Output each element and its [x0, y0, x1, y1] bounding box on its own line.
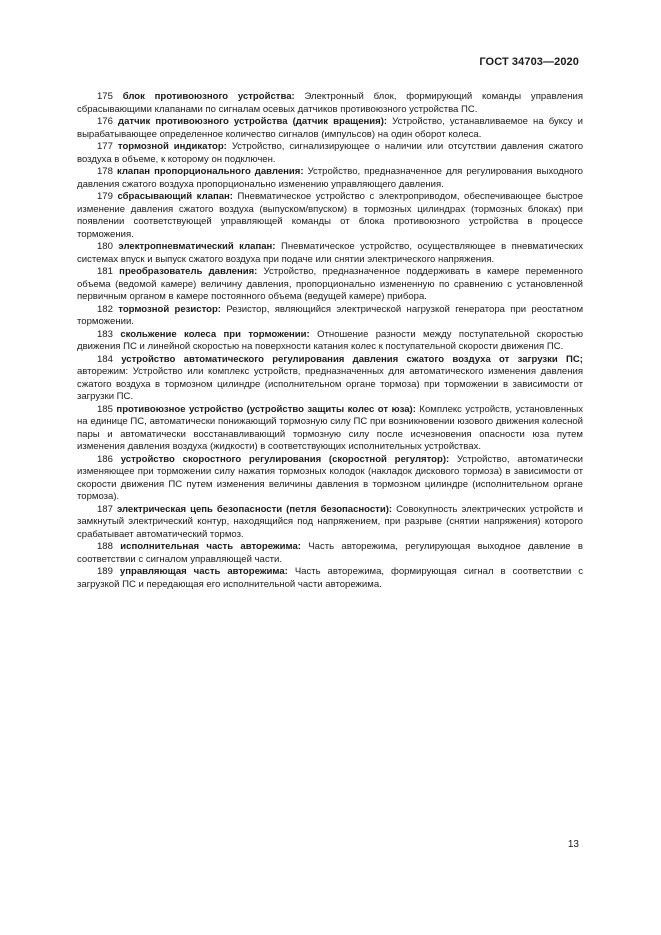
term-entry — [77, 566, 583, 591]
term-definition: Электронный блок, формирующий команды управления сбрасывающими клапанами по сигналам осевых датчиков противоюзного устройства ПС. — [77, 91, 583, 115]
term-definition: Устройство, автоматически изменяющее при торможении силу нажатия тормозных колодок (накладок дискового тормоза) в зависимости от скорости движения ПС путем изменения величины давления в тормозном цилиндре (исполнительном органе тормоза). — [77, 453, 584, 502]
term-name: тормозной резистор: — [118, 303, 221, 315]
entry-number: 176 — [97, 116, 113, 127]
entry-number: 180 — [97, 241, 113, 252]
term-name: преобразователь давления: — [119, 266, 258, 277]
term-name: исполнительная часть авторежима: — [120, 541, 301, 552]
term-name: датчик противоюзного устройства (датчик вращения): — [118, 116, 388, 127]
entry-number: 188 — [97, 541, 113, 552]
document-header — [479, 56, 579, 68]
term-entry — [77, 541, 583, 566]
term-entry — [77, 166, 583, 191]
term-definition: Устройство, сигнализирующее о наличии или отсутствии давления сжатого воздуха в объеме, к которому он подключен. — [77, 141, 584, 165]
term-definition: Устройство, предназначенное для регулирования выходного давления сжатого воздуха пропорционально изменению управляющего давления. — [77, 166, 583, 190]
entry-number: 179 — [97, 191, 113, 202]
terms-list — [77, 91, 583, 591]
entry-number: 181 — [97, 266, 113, 277]
term-name: устройство автоматического регулирования давления сжатого воздуха от загрузки ПС; — [121, 353, 583, 365]
term-entry — [77, 91, 583, 116]
page-number: 13 — [567, 839, 579, 850]
entry-number: 187 — [97, 503, 113, 515]
entry-number: 182 — [97, 303, 113, 315]
term-definition: Отношение разности между поступательной скоростью движения ПС и линейной скоростью на поверхности катания колес к поступательной скорости движения ПС. — [77, 328, 584, 352]
term-entry — [77, 266, 583, 304]
term-definition: Пневматическое устройство, осуществляющее в пневматических системах впуск и выпуск сжатого воздуха при подаче или снятии электрического напряжения. — [77, 241, 584, 265]
entry-number: 186 — [97, 453, 113, 465]
term-definition: Совокупность электрических устройств и замкнутый электрический контур, находящийся под напряжением, при разрыве (снятии напряжения) которого срабатывает автоматический тормоз. — [77, 503, 584, 540]
entry-number: 185 — [97, 403, 113, 415]
entry-number: 177 — [97, 141, 113, 152]
entry-number: 189 — [97, 566, 113, 577]
term-definition: Часть авторежима, формирующая сигнал в соответствии с загрузкой ПС и передающая его исполнительной части авторежима. — [77, 566, 584, 590]
entry-number: 178 — [97, 166, 113, 177]
term-definition: Комплекс устройств, установленных на единице ПС, автоматически понижающий тормозную силу ПС при возникновении юзового движения колесной пары и автоматически восстанавливающий тормозную силу после исчезновения опасности юза путем изменения давления воздуха (жидкости) в соответствующих исполнительных устройствах. — [77, 403, 584, 452]
term-name: электрическая цепь безопасности (петля безопасности): — [116, 503, 393, 515]
standard-designation: ГОСТ 34703—2020 — [479, 56, 579, 68]
entry-number: 183 — [97, 328, 113, 340]
term-entry — [77, 116, 583, 141]
term-name: блок противоюзного устройства: — [122, 91, 295, 102]
term-entry — [77, 304, 583, 329]
entry-number: 184 — [97, 353, 113, 365]
term-entry — [77, 504, 583, 542]
term-entry — [77, 141, 583, 166]
term-name: тормозной индикатор: — [117, 141, 227, 152]
term-name: сбрасывающий клапан: — [117, 191, 233, 202]
term-name: скольжение колеса при торможении: — [120, 328, 310, 340]
entry-number: 175 — [97, 91, 113, 102]
term-entry — [77, 191, 583, 241]
term-entry — [77, 241, 583, 266]
term-entry — [77, 454, 583, 504]
term-name: электропневматический клапан: — [118, 241, 276, 252]
term-name: управляющая часть авторежима: — [119, 566, 288, 577]
term-entry — [77, 404, 583, 454]
term-definition: Резистор, являющийся электрической нагрузкой генератора при реостатном торможении. — [77, 303, 584, 327]
term-name: клапан пропорционального давления: — [116, 166, 304, 177]
term-definition: авторежим: Устройство или комплекс устройств, предназначенных для автоматического изменения давления сжатого воздуха в тормозном цилиндре (исполнительном органе тормоза) при торможении в зависимости от загрузки ПС. — [77, 366, 583, 402]
term-entry — [77, 329, 583, 354]
term-name: противоюзное устройство (устройство защиты колес от юза): — [116, 403, 416, 415]
term-definition: Устройство, устанавливаемое на буксу и вырабатывающее определенное количество сигналов (импульсов) на один оборот колеса. — [77, 116, 583, 140]
term-entry — [77, 354, 583, 404]
term-name: устройство скоростного регулирования (скоростной регулятор): — [120, 453, 450, 465]
term-definition: Устройство, предназначенное поддерживать в камере переменного объема (ведомой камере) величину давления, пропорционально измененную по сравнению с установленной первичным органом в камере постоянного объема (ведущей камере) прибора. — [77, 266, 583, 302]
term-definition: Часть авторежима, регулирующая выходное давление в соответствии с сигналом управляющей части. — [77, 541, 584, 565]
term-definition: Пневматическое устройство с электроприводом, обеспечивающее быстрое изменение давления сжатого воздуха (выпуском/впуском) в тормозных цилиндрах (тормозных блоках) при появлении соответствующей управляющей команды от блока противоюзного устройства в процессе торможения. — [77, 191, 583, 240]
